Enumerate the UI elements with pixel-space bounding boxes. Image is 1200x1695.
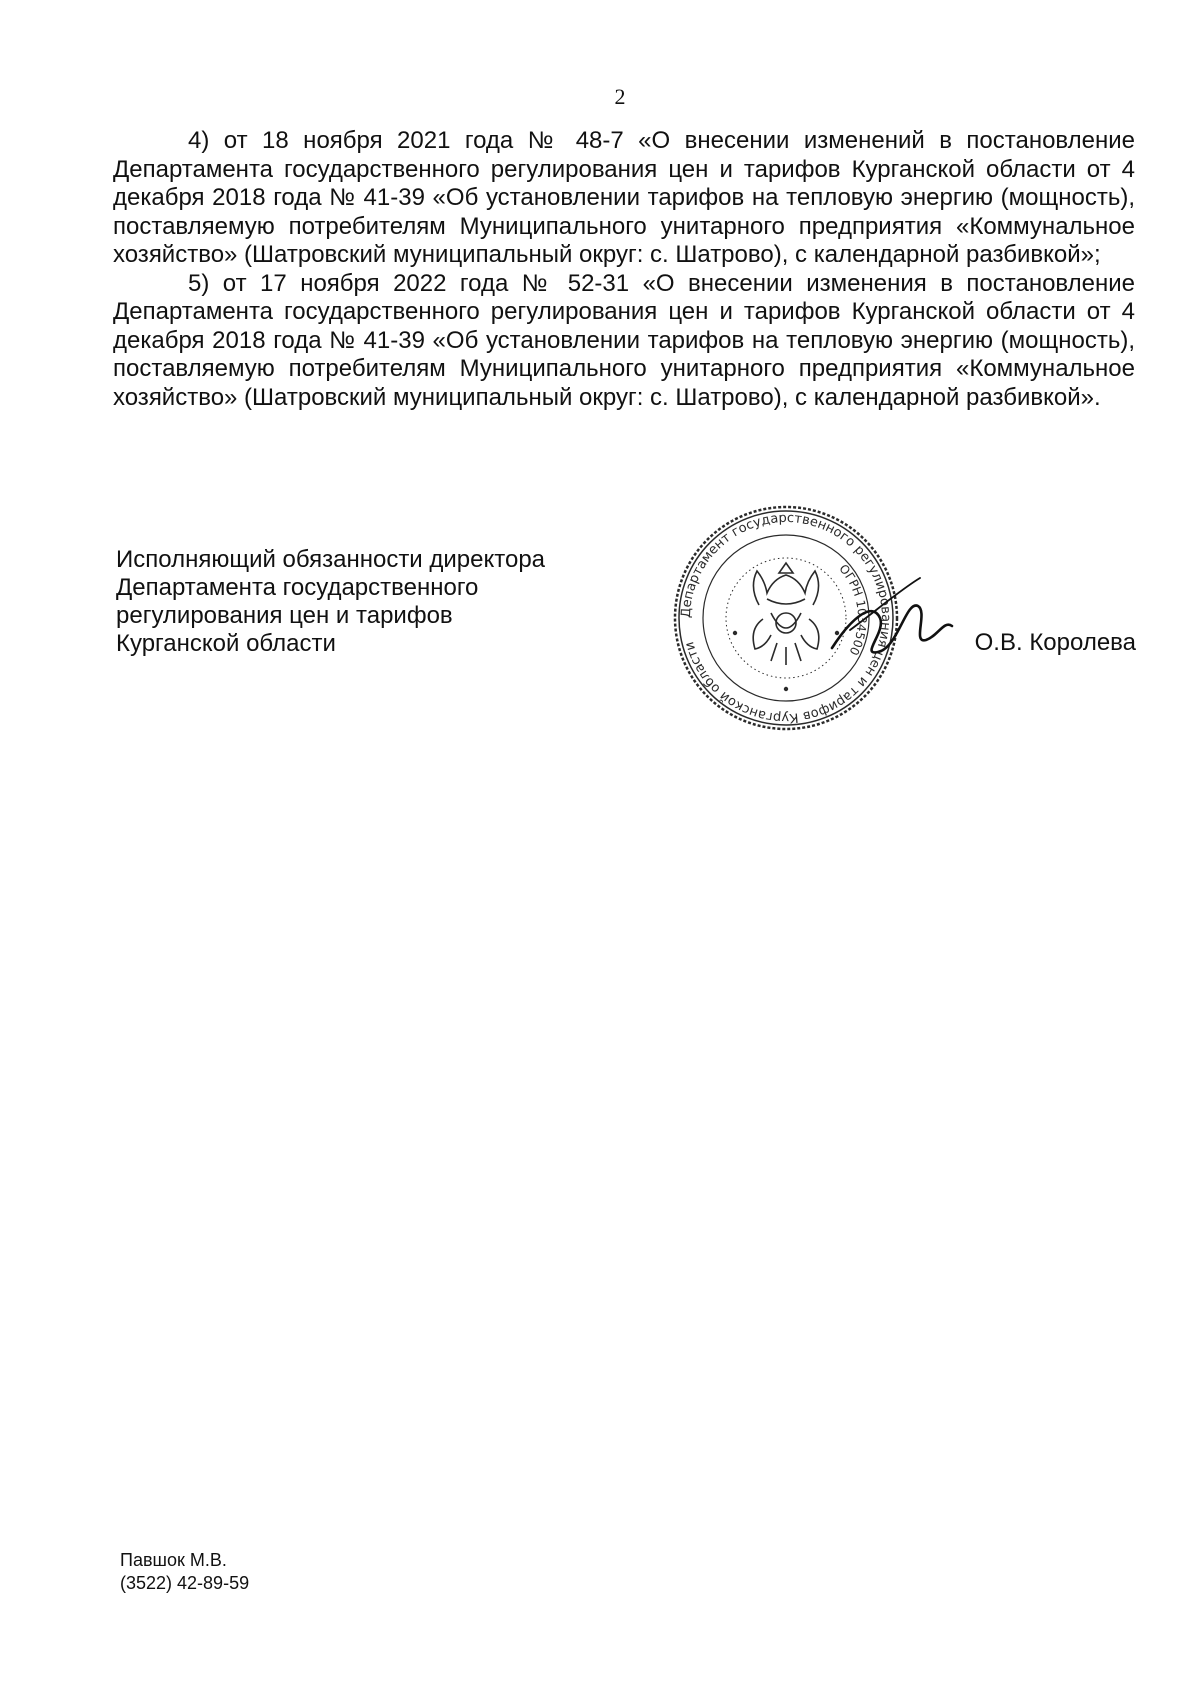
document-body: [113, 127, 1135, 412]
signer-title: [116, 546, 616, 658]
signer-title-line: регулирования цен и тарифов: [116, 602, 453, 629]
double-headed-eagle-icon: [753, 563, 819, 665]
seal-outer-text: Департамент государственного регулирования цен и тарифов Курганской области: [678, 510, 894, 726]
list-item-4: 4) от 18 ноября 2021 года № 48-7 «О внесении изменений в постановление Департамента государственного регулирования цен и тарифов Курганской области от 4 декабря 2018 года № 41-39 «Об установлении тарифов на тепловую энергию (мощность), поставляемую потребителям Муниципального унитарного предприятия «Коммунальное хозяйство» (Шатровский муниципальный округ: с. Шатрово), с календарной разбивкой»;: [113, 127, 1135, 268]
signer-title-line: Курганской области: [116, 630, 336, 657]
executor-info: [120, 1549, 249, 1595]
page-number: 2: [614, 84, 626, 109]
handwritten-signature: [820, 560, 960, 680]
signer-title-line: Департамента государственного: [116, 574, 479, 601]
executor-phone: (3522) 42-89-59: [120, 1573, 250, 1593]
seal-inner-text: ОГРН 1034500: [836, 561, 870, 658]
executor-name: Павшок М.В.: [120, 1550, 227, 1570]
signer-title-line: Исполняющий обязанности директора: [116, 546, 546, 573]
list-item-5: 5) от 17 ноября 2022 года № 52-31 «О внесении изменения в постановление Департамента государственного регулирования цен и тарифов Курганской области от 4 декабря 2018 года № 41-39 «Об установлении тарифов на тепловую энергию (мощность), поставляемую потребителям Муниципального унитарного предприятия «Коммунальное хозяйство» (Шатровский муниципальный округ: с. Шатрово), с календарной разбивкой».: [113, 269, 1135, 411]
signer-name: О.В. Королева: [974, 629, 1136, 656]
